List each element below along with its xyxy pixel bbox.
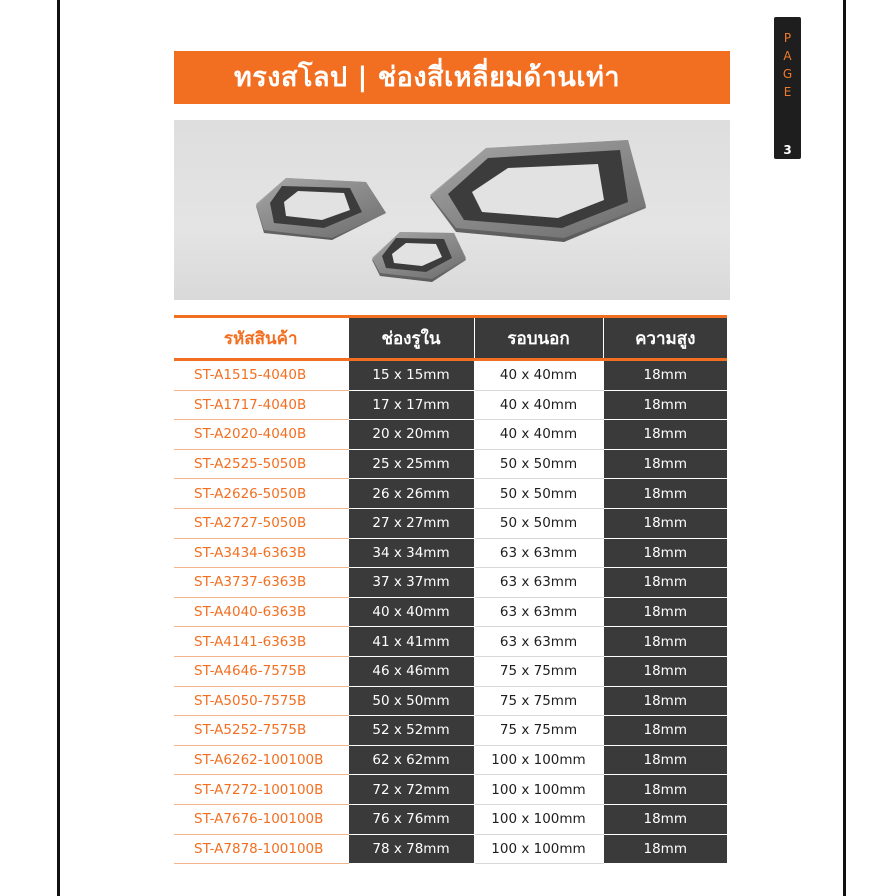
table-row <box>174 479 727 509</box>
outer-size-cell: 63 x 63mm <box>474 538 603 568</box>
product-illustration <box>174 120 730 300</box>
page-tab-letter: A <box>783 49 792 63</box>
outer-size-cell: 75 x 75mm <box>474 656 603 686</box>
spec-table <box>174 315 727 864</box>
outer-size-cell: 63 x 63mm <box>474 627 603 657</box>
height-cell: 18mm <box>603 568 727 598</box>
page-title: ทรงสโลป | ช่องสี่เหลี่ยมด้านเท่า <box>234 62 621 93</box>
outer-size-cell: 63 x 63mm <box>474 597 603 627</box>
table-row <box>174 834 727 864</box>
product-code-cell: ST-A6262-100100B <box>174 745 348 775</box>
page-tab-letter: P <box>783 31 792 45</box>
base-plate-medium <box>256 178 386 240</box>
table-row <box>174 449 727 479</box>
product-code-cell: ST-A1717-4040B <box>174 390 348 420</box>
product-code-cell: ST-A1515-4040B <box>174 360 348 391</box>
product-code-cell: ST-A5252-7575B <box>174 716 348 746</box>
outer-size-cell: 40 x 40mm <box>474 390 603 420</box>
product-code-cell: ST-A7878-100100B <box>174 834 348 864</box>
inner-hole-cell: 78 x 78mm <box>348 834 474 864</box>
inner-hole-cell: 76 x 76mm <box>348 804 474 834</box>
height-cell: 18mm <box>603 420 727 450</box>
page-tab-letters <box>774 29 801 101</box>
height-cell: 18mm <box>603 479 727 509</box>
height-cell: 18mm <box>603 716 727 746</box>
page-number: 3 <box>783 143 792 157</box>
page-tab <box>774 17 801 159</box>
product-code-cell: ST-A2020-4040B <box>174 420 348 450</box>
table-header-row <box>174 317 727 360</box>
product-code-cell: ST-A2727-5050B <box>174 508 348 538</box>
outer-size-cell: 75 x 75mm <box>474 716 603 746</box>
table-row <box>174 538 727 568</box>
product-code-cell: ST-A7676-100100B <box>174 804 348 834</box>
inner-hole-cell: 41 x 41mm <box>348 627 474 657</box>
table-row <box>174 627 727 657</box>
height-cell: 18mm <box>603 834 727 864</box>
height-cell: 18mm <box>603 360 727 391</box>
outer-size-cell: 63 x 63mm <box>474 568 603 598</box>
header-product-code: รหัสสินค้า <box>174 317 348 360</box>
outer-size-cell: 50 x 50mm <box>474 449 603 479</box>
product-code-cell: ST-A2626-5050B <box>174 479 348 509</box>
base-plate-small <box>372 232 466 282</box>
table-row <box>174 656 727 686</box>
height-cell: 18mm <box>603 656 727 686</box>
product-code-cell: ST-A5050-7575B <box>174 686 348 716</box>
height-cell: 18mm <box>603 597 727 627</box>
outer-size-cell: 100 x 100mm <box>474 745 603 775</box>
outer-size-cell: 75 x 75mm <box>474 686 603 716</box>
base-plate-large <box>430 140 646 242</box>
inner-hole-cell: 17 x 17mm <box>348 390 474 420</box>
product-code-cell: ST-A2525-5050B <box>174 449 348 479</box>
table-row <box>174 568 727 598</box>
product-code-cell: ST-A3737-6363B <box>174 568 348 598</box>
inner-hole-cell: 20 x 20mm <box>348 420 474 450</box>
outer-size-cell: 100 x 100mm <box>474 834 603 864</box>
inner-hole-cell: 25 x 25mm <box>348 449 474 479</box>
height-cell: 18mm <box>603 745 727 775</box>
inner-hole-cell: 40 x 40mm <box>348 597 474 627</box>
inner-hole-cell: 26 x 26mm <box>348 479 474 509</box>
height-cell: 18mm <box>603 804 727 834</box>
table-row <box>174 390 727 420</box>
inner-hole-cell: 46 x 46mm <box>348 656 474 686</box>
height-cell: 18mm <box>603 449 727 479</box>
page-border-left <box>57 0 60 896</box>
table-row <box>174 716 727 746</box>
page-tab-letter: E <box>783 85 792 99</box>
page-border-right <box>843 0 846 896</box>
height-cell: 18mm <box>603 538 727 568</box>
outer-size-cell: 50 x 50mm <box>474 479 603 509</box>
title-banner <box>174 51 730 104</box>
table-row <box>174 597 727 627</box>
product-code-cell: ST-A4646-7575B <box>174 656 348 686</box>
outer-size-cell: 40 x 40mm <box>474 360 603 391</box>
inner-hole-cell: 52 x 52mm <box>348 716 474 746</box>
inner-hole-cell: 27 x 27mm <box>348 508 474 538</box>
height-cell: 18mm <box>603 390 727 420</box>
table-row <box>174 420 727 450</box>
table-row <box>174 775 727 805</box>
product-code-cell: ST-A4141-6363B <box>174 627 348 657</box>
table-row <box>174 745 727 775</box>
header-outer-size: รอบนอก <box>474 317 603 360</box>
header-height: ความสูง <box>603 317 727 360</box>
outer-size-cell: 100 x 100mm <box>474 775 603 805</box>
outer-size-cell: 50 x 50mm <box>474 508 603 538</box>
page-tab-letter: G <box>782 67 793 81</box>
height-cell: 18mm <box>603 775 727 805</box>
table-row <box>174 508 727 538</box>
height-cell: 18mm <box>603 686 727 716</box>
inner-hole-cell: 62 x 62mm <box>348 745 474 775</box>
product-code-cell: ST-A3434-6363B <box>174 538 348 568</box>
product-code-cell: ST-A4040-6363B <box>174 597 348 627</box>
height-cell: 18mm <box>603 508 727 538</box>
product-photo <box>174 120 730 300</box>
header-inner-hole: ช่องรูใน <box>348 317 474 360</box>
inner-hole-cell: 50 x 50mm <box>348 686 474 716</box>
product-code-cell: ST-A7272-100100B <box>174 775 348 805</box>
inner-hole-cell: 15 x 15mm <box>348 360 474 391</box>
outer-size-cell: 100 x 100mm <box>474 804 603 834</box>
inner-hole-cell: 37 x 37mm <box>348 568 474 598</box>
outer-size-cell: 40 x 40mm <box>474 420 603 450</box>
height-cell: 18mm <box>603 627 727 657</box>
table-row <box>174 686 727 716</box>
inner-hole-cell: 72 x 72mm <box>348 775 474 805</box>
inner-hole-cell: 34 x 34mm <box>348 538 474 568</box>
table-row <box>174 360 727 391</box>
table-row <box>174 804 727 834</box>
